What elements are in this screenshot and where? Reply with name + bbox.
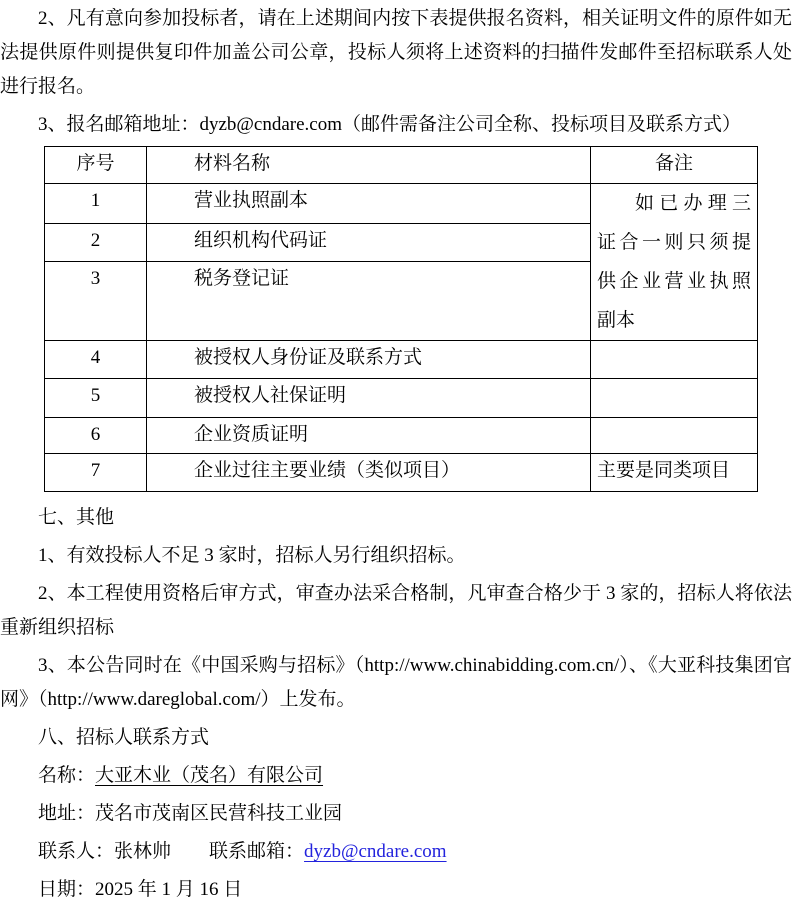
contact-name-label: 名称： [38,765,96,786]
cell-name: 营业执照副本 [147,184,591,224]
cell-name: 企业资质证明 [147,418,591,454]
cell-no: 5 [45,379,147,418]
materials-table [44,146,758,492]
other-item-3: 3、本公告同时在《中国采购与招标》（http://www.chinabidding.com.cn/）、《大亚科技集团官网》（http://www.dareglobal.com/）上发布。 [0,655,792,710]
contact-person-line [0,835,792,869]
contact-email-link[interactable]: dyzb@cndare.com [304,841,447,862]
contact-name-line [0,759,792,793]
remark-line: 如已办理三 [635,193,751,214]
cell-name: 组织机构代码证 [147,224,591,262]
cell-name: 被授权人身份证及联系方式 [147,341,591,379]
remark-line: 副本 [597,310,636,331]
cell-name: 税务登记证 [147,262,591,341]
cell-remark: 主要是同类项目 [591,454,758,492]
cell-no: 3 [45,262,147,341]
section-contact-heading: 八、招标人联系方式 [38,727,210,748]
header-cell-name: 材料名称 [147,147,591,184]
header-cell-no: 序号 [45,147,147,184]
table-row [45,454,758,492]
table-header-row [45,147,758,184]
section-other-heading: 七、其他 [38,507,115,528]
cell-no: 7 [45,454,147,492]
other-item-2: 2、本工程使用资格后审方式，审查办法采合格制，凡审查合格少于 3 家的，招标人将依法重新组织招标 [0,583,792,638]
paragraph-registration-mailbox: 3、报名邮箱地址：dyzb@cndare.com（邮件需备注公司全称、投标项目及联系方式） [38,114,742,135]
cell-remark [591,341,758,379]
remark-line: 供企业营业执照 [597,271,751,292]
contact-date-line: 日期：2025 年 1 月 16 日 [38,879,243,900]
cell-remark [591,418,758,454]
contact-email-label: 联系邮箱： [209,841,305,862]
contact-address-line: 地址：茂名市茂南区民营科技工业园 [38,803,343,824]
table-row [45,341,758,379]
cell-remark [591,379,758,418]
remark-line: 证合一则只须提 [597,232,751,253]
table-row [45,418,758,454]
cell-name: 企业过往主要业绩（类似项目） [147,454,591,492]
table-row [45,379,758,418]
company-name: 大亚木业（茂名）有限公司 [95,765,324,786]
cell-name: 被授权人社保证明 [147,379,591,418]
paragraph-registration-intro: 2、凡有意向参加投标者，请在上述期间内按下表提供报名资料，相关证明文件的原件如无法提供原件则提供复印件加盖公司公章，投标人须将上述资料的扫描件发邮件至招标联系人处进行报名。 [0,8,792,97]
cell-no: 2 [45,224,147,262]
table-row [45,184,758,224]
cell-remark-merged [591,184,758,341]
cell-no: 1 [45,184,147,224]
cell-no: 4 [45,341,147,379]
other-item-1: 1、有效投标人不足 3 家时，招标人另行组织招标。 [38,545,466,566]
header-cell-remark: 备注 [591,147,758,184]
cell-no: 6 [45,418,147,454]
contact-person: 联系人：张林帅 [38,841,172,862]
